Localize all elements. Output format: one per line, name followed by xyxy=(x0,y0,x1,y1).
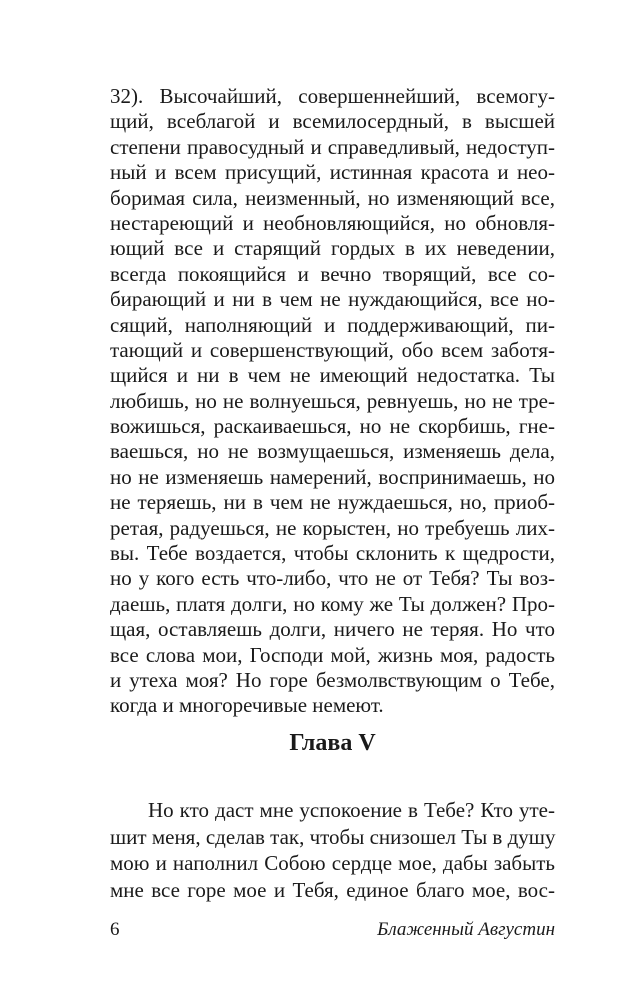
text-line: мою и наполнил Собою сердце мое, дабы забыть xyxy=(110,851,555,876)
text-line: все слова мои, Господи мой, жизнь моя, радость xyxy=(110,642,555,667)
text-line: щийся и ни в чем не имеющий недостатка. Ты xyxy=(110,363,555,388)
text-line: бирающий и ни в чем не нуждающийся, все но- xyxy=(110,287,555,312)
text-line: боримая сила, неизменный, но изменяющий все, xyxy=(110,185,555,210)
text-line: Но кто даст мне успокоение в Тебе? Кто уте- xyxy=(148,798,555,822)
text-line: вожишься, раскаиваешься, но не скорбишь, гне- xyxy=(110,414,555,439)
paragraph-2 xyxy=(110,797,555,904)
text-line: шит меня, сделав так, чтобы снизошел Ты в душу xyxy=(110,824,556,849)
text-line: но не изменяешь намерений, воспринимаешь, но xyxy=(110,464,555,489)
text-line: щая, оставляешь долги, ничего не теряя. Но что xyxy=(110,617,555,642)
text-line: ретая, радуешься, не корыстен, но требуешь лих- xyxy=(110,515,555,540)
text-line: 32). Высочайший, совершеннейший, всемогу- xyxy=(110,84,555,108)
text-line: не теряешь, ни в чем не нуждаешься, но, приоб- xyxy=(110,490,555,515)
text-line: мне все горе мое и Тебя, единое благо мое, вос- xyxy=(110,878,555,903)
chapter-heading: Глава V xyxy=(289,730,376,756)
text-line: щий, всеблагой и всемилосердный, в высшей xyxy=(110,109,555,134)
text-line: сящий, наполняющий и поддерживающий, пи- xyxy=(110,312,555,337)
text-line: всегда покоящийся и вечно творящий, все со- xyxy=(110,261,555,286)
text-line: вы. Тебе воздается, чтобы склонить к щедрости, xyxy=(110,541,555,566)
running-author: Блаженный Августин xyxy=(377,919,555,940)
text-line: ющий все и старящий гордых в их неведении, xyxy=(110,236,555,261)
text-line: любишь, но не волнуешься, ревнуешь, но не тре- xyxy=(110,388,555,413)
text-line: даешь, платя долги, но кому же Ты должен? Про- xyxy=(110,591,555,616)
text-line: нестареющий и необновляющийся, но обновля- xyxy=(110,210,555,235)
text-line: когда и многоречивые немеют. xyxy=(110,693,384,718)
text-line: ный и всем присущий, истинная красота и нео- xyxy=(110,160,555,185)
page-footer xyxy=(110,918,555,942)
text-line: степени правосудный и справедливый, недоступ- xyxy=(110,134,555,159)
text-line: ваешься, но не возмущаешься, изменяешь дела, xyxy=(110,439,555,464)
paragraph-1 xyxy=(110,84,555,719)
text-line: тающий и совершенствующий, обо всем заботя- xyxy=(110,337,555,362)
page-number: 6 xyxy=(110,919,120,940)
text-line: и утеха моя? Но горе безмолвствующим о Тебе, xyxy=(110,667,555,692)
text-line: но у кого есть что-либо, что не от Тебя? Ты воз- xyxy=(110,566,555,591)
